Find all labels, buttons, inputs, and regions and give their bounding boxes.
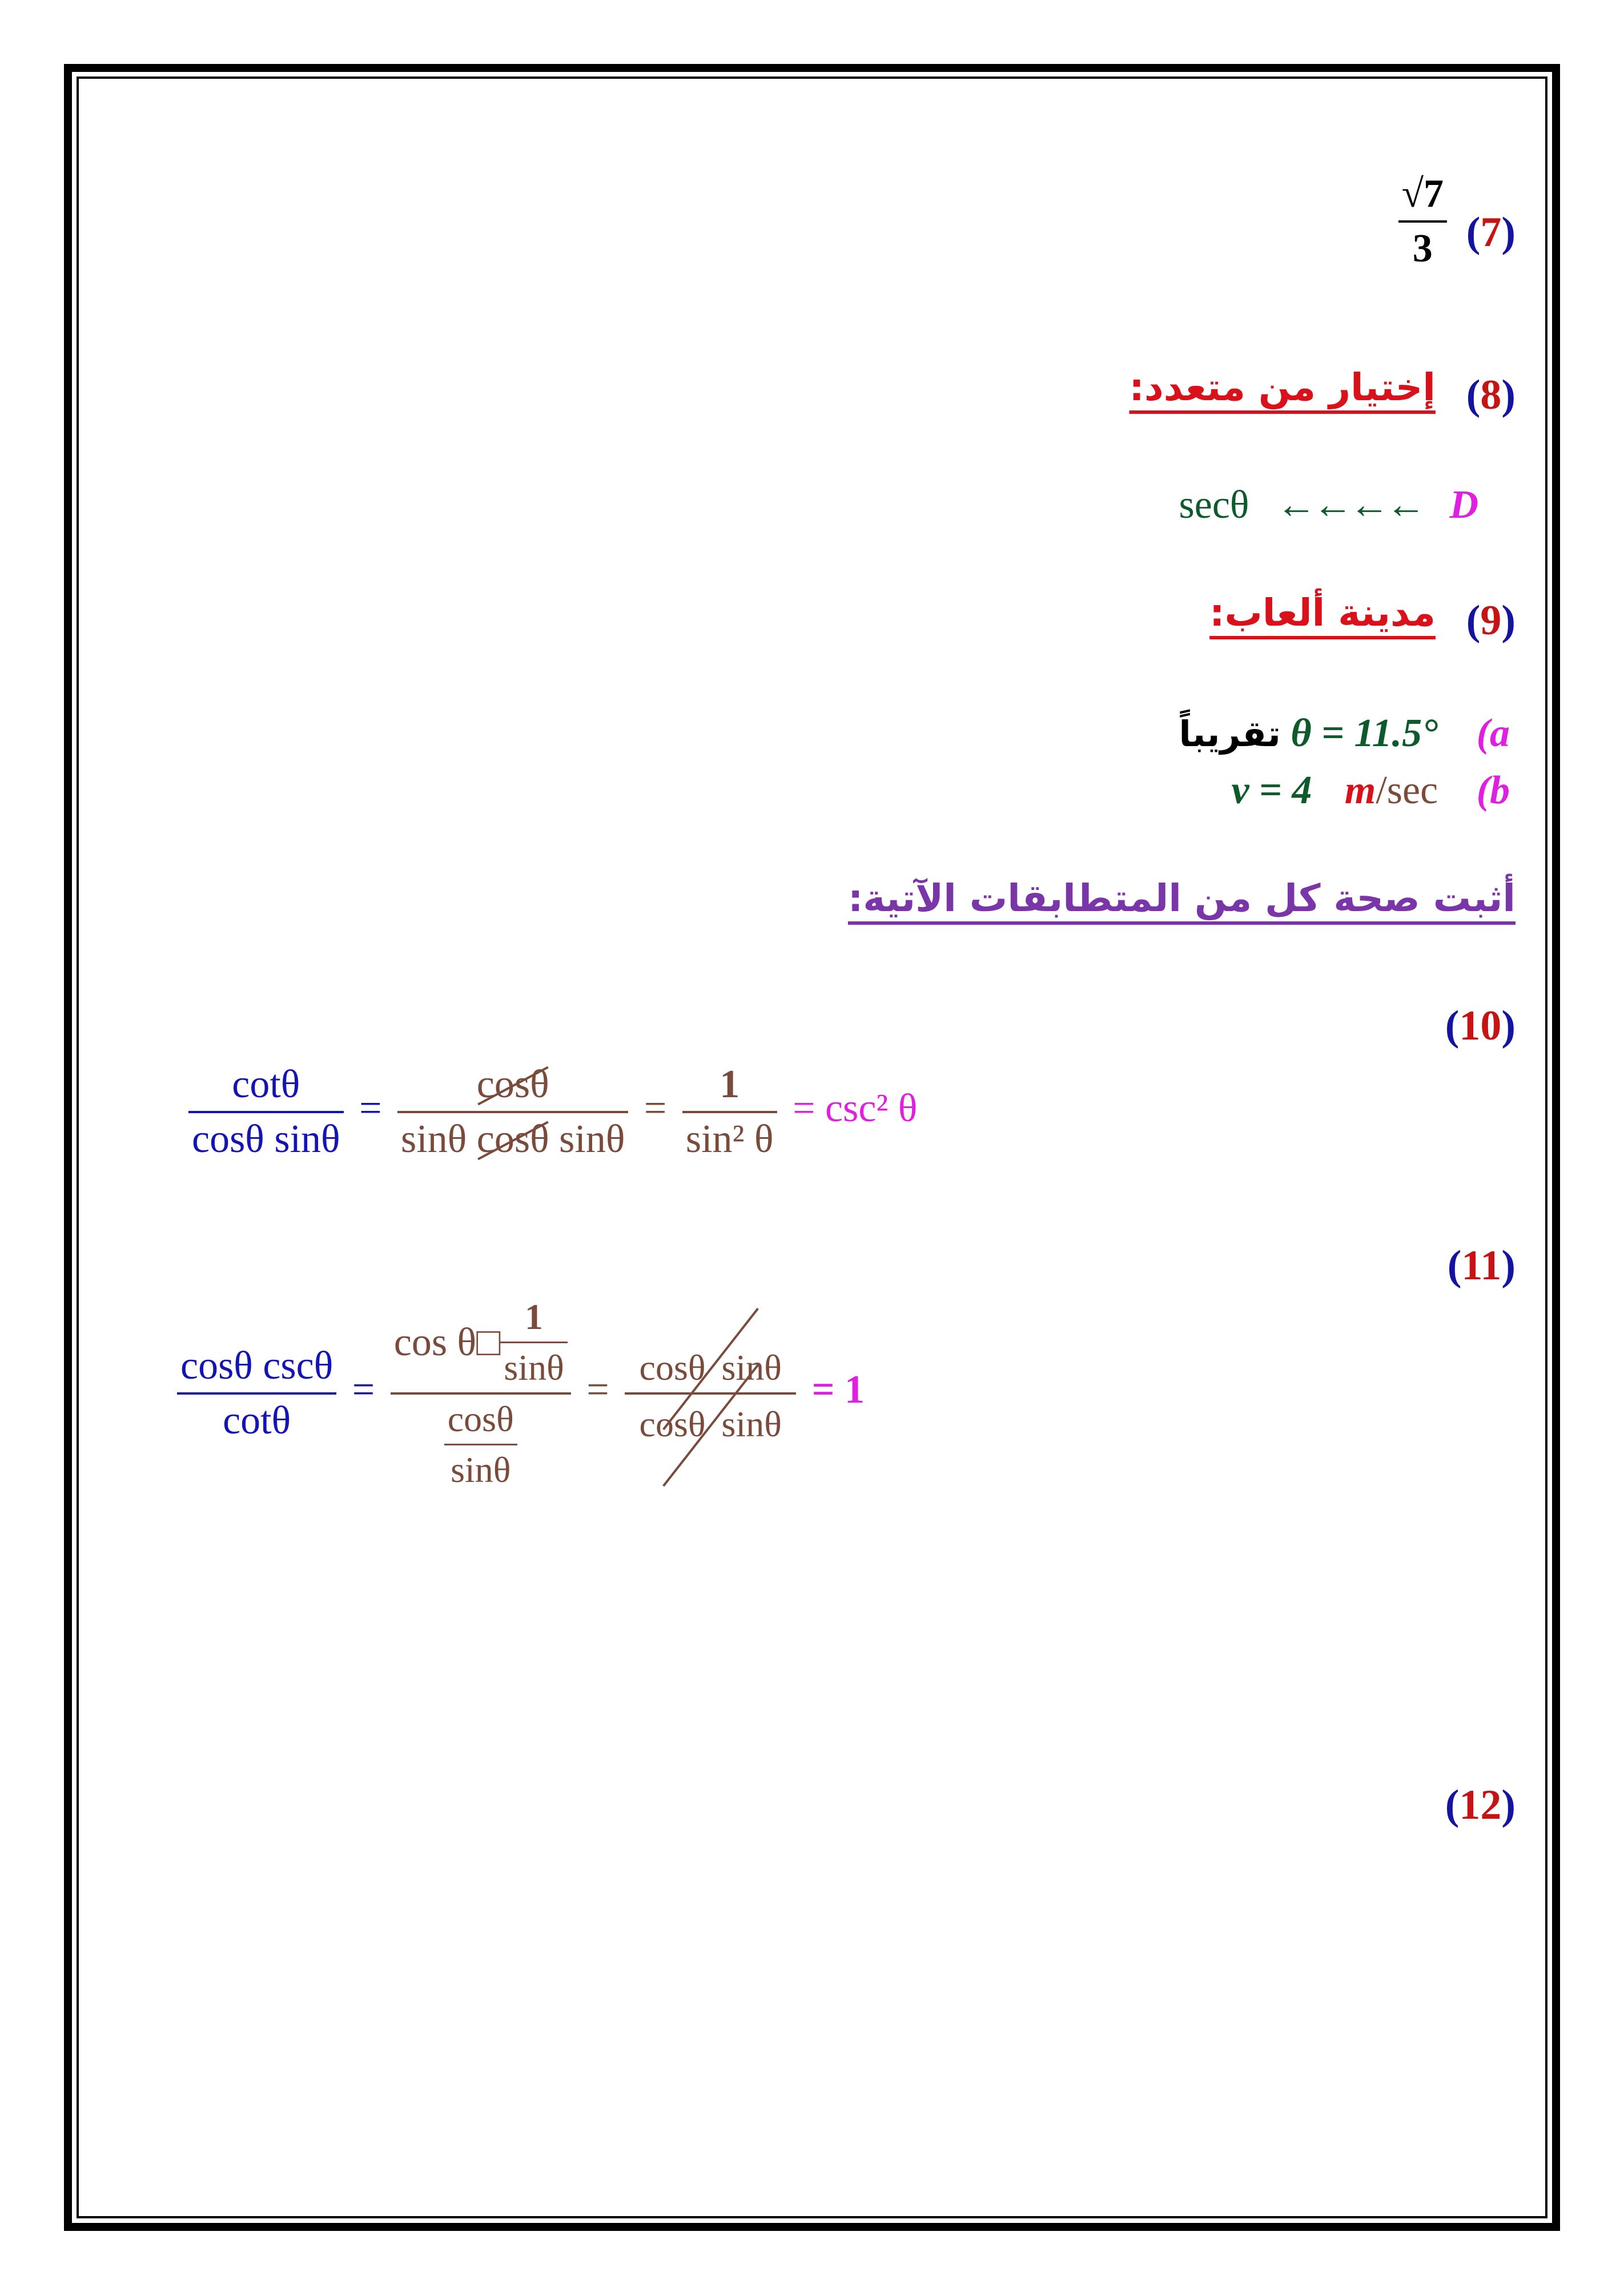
question-8-number: (8) (1466, 372, 1516, 418)
theta-value: θ = 11.5° (1291, 711, 1438, 755)
q11-result: = 1 (811, 1368, 865, 1412)
question-9-part-a (1179, 711, 1510, 756)
question-12-number: (12) (1445, 1782, 1516, 1828)
question-7-number: (7) (1466, 209, 1516, 256)
q11-lhs: $\frac{\text{cosθ cscθ}}{\cot\theta}$ (177, 1343, 336, 1444)
unit-rest: /sec (1376, 768, 1438, 812)
question-10-proof: $\frac{\cot\theta}{\text{cosθ sinθ}}$ = $\frac{\cos\theta}{\text{sinθ cosθ sinθ}}$ = $\frac{1}{\text{sin² θ}}$ = csc² θ (188, 1062, 917, 1162)
answer-numerator: √7 (1401, 172, 1444, 216)
q10-step1: $\frac{\cos\theta}{\text{sinθ cosθ sinθ}}$ (397, 1062, 628, 1162)
q10-lhs: $\frac{\cot\theta}{\text{cosθ sinθ}}$ (188, 1062, 344, 1162)
q11-step2: $\frac{\text{cosθ sinθ}}{\text{cosθ sinθ}}$ (625, 1342, 796, 1445)
question-7-answer (1398, 171, 1447, 272)
question-8-answer-line (1179, 482, 1478, 528)
part-b-label: (b (1476, 768, 1510, 812)
question-10-number: (10) (1445, 1002, 1516, 1049)
answer-denominator: 3 (1412, 227, 1433, 271)
question-11-number: (11) (1447, 1242, 1516, 1289)
q10-result: = csc² θ (793, 1086, 918, 1131)
question-9-part-b (1231, 768, 1510, 813)
answer-letter: D (1449, 483, 1478, 527)
part-a-label: (a (1476, 711, 1510, 755)
q11-step1: cos θ□ $\frac{1}{\sin\theta}$ $\frac{\cos\theta}{\sin\theta}$ (391, 1296, 571, 1491)
question-11-proof: $\frac{\text{cosθ cscθ}}{\cot\theta}$ = cos θ□ $\frac{1}{\sin\theta}$ $\frac{\cos\theta}{\sin\theta}$ = $\frac{\text{cosθ sinθ}}{\text{cosθ sinθ}}$ = 1 (177, 1296, 865, 1491)
prove-heading: أثبت صحة كل من المتطابقات الآتية: (848, 876, 1516, 920)
unit-m: m (1344, 768, 1376, 812)
question-8-title: إختيار من متعدد: (1129, 365, 1436, 409)
question-9-number: (9) (1466, 597, 1516, 644)
arrows: ←←←← (1276, 483, 1422, 527)
approximately-word: تقريباً (1179, 713, 1281, 755)
question-9-title: مدينة ألعاب: (1209, 591, 1436, 635)
velocity-value: v = 4 (1231, 768, 1312, 812)
answer-secant: secθ (1179, 483, 1249, 527)
q10-step2: $\frac{1}{\text{sin² θ}}$ (682, 1062, 777, 1162)
